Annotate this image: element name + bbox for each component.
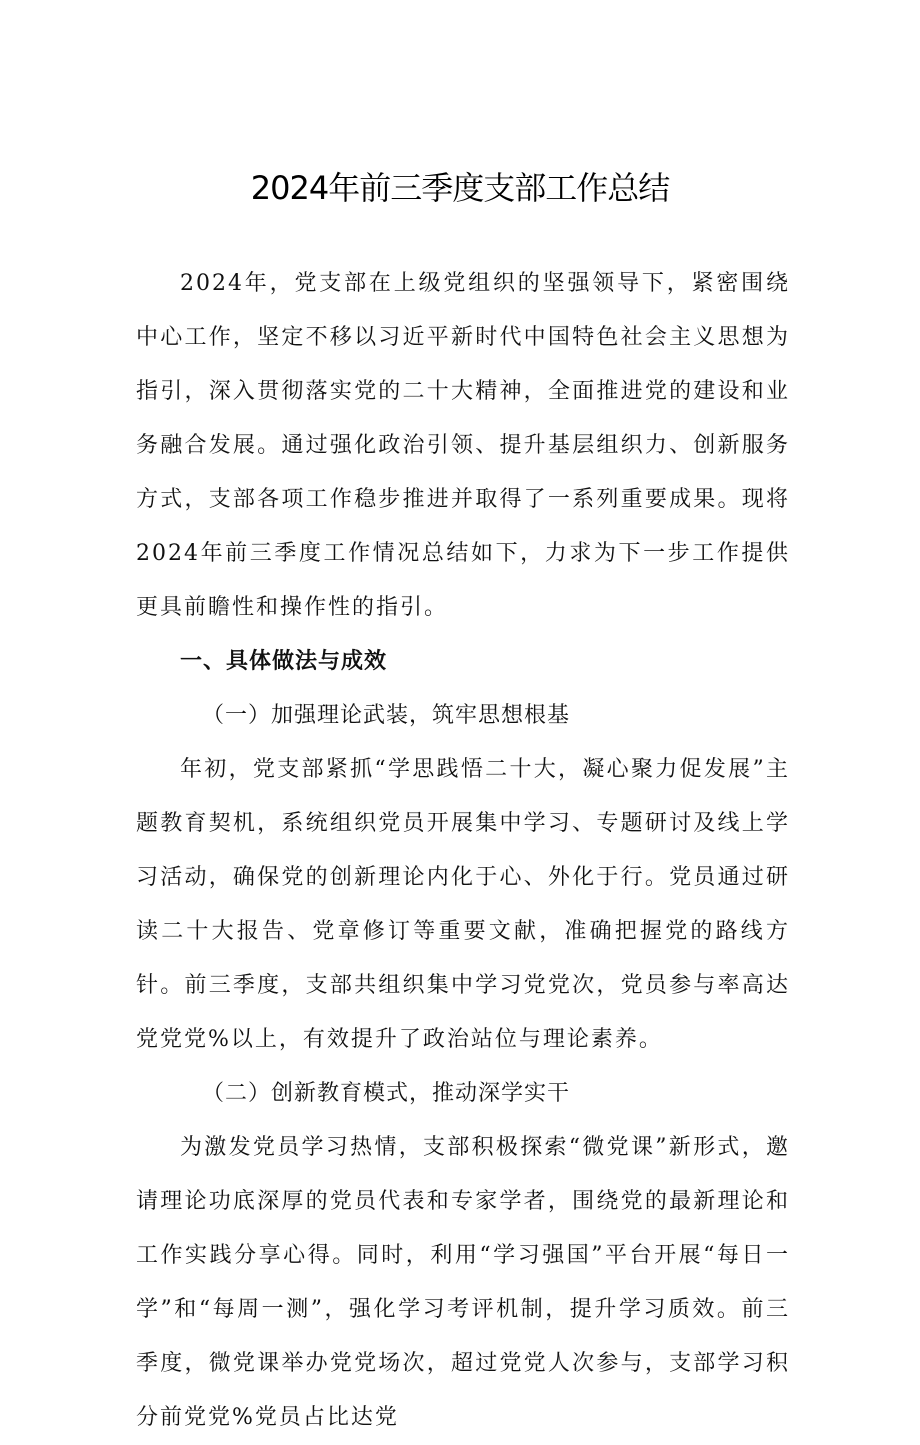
document-title: 2024年前三季度支部工作总结	[250, 169, 670, 207]
subsection-paragraph-1: 年初，党支部紧抓“学思践悟二十大，凝心聚力促发展”主题教育契机，系统组织党员开展集中学习、专题研讨及线上学习活动，确保党的创新理论内化于心、外化于行。党员通过研读二十大报告、党章修订等重要文献，准确把握党的路线方针。前三季度，支部共组织集中学习党党次，党员参与率高达党党党%以上，有效提升了政治站位与理论素养。	[136, 757, 790, 1052]
intro-paragraph: 2024年，党支部在上级党组织的坚强领导下，紧密围绕中心工作，坚定不移以习近平新时代中国特色社会主义思想为指引，深入贯彻落实党的二十大精神，全面推进党的建设和业务融合发展。通过强化政治引领、提升基层组织力、创新服务方式，支部各项工作稳步推进并取得了一系列重要成果。现将2024年前三季度工作情况总结如下，力求为下一步工作提供更具前瞻性和操作性的指引。	[136, 271, 790, 620]
subsection-paragraph-2: 为激发党员学习热情，支部积极探索“微党课”新形式，邀请理论功底深厚的党员代表和专家学者，围绕党的最新理论和工作实践分享心得。同时，利用“学习强国”平台开展“每日一学”和“每周一测”，强化学习考评机制，提升学习质效。前三季度，微党课举办党党场次，超过党党人次参与，支部学习积分前党党%党员占比达党	[136, 1135, 790, 1430]
subsection-heading-2: （二）创新教育模式，推动深学实干	[202, 1081, 571, 1106]
subsection-heading-1: （一）加强理论武装，筑牢思想根基	[202, 703, 571, 728]
section-heading: 一、具体做法与成效	[180, 649, 388, 674]
document-body	[136, 257, 790, 1445]
